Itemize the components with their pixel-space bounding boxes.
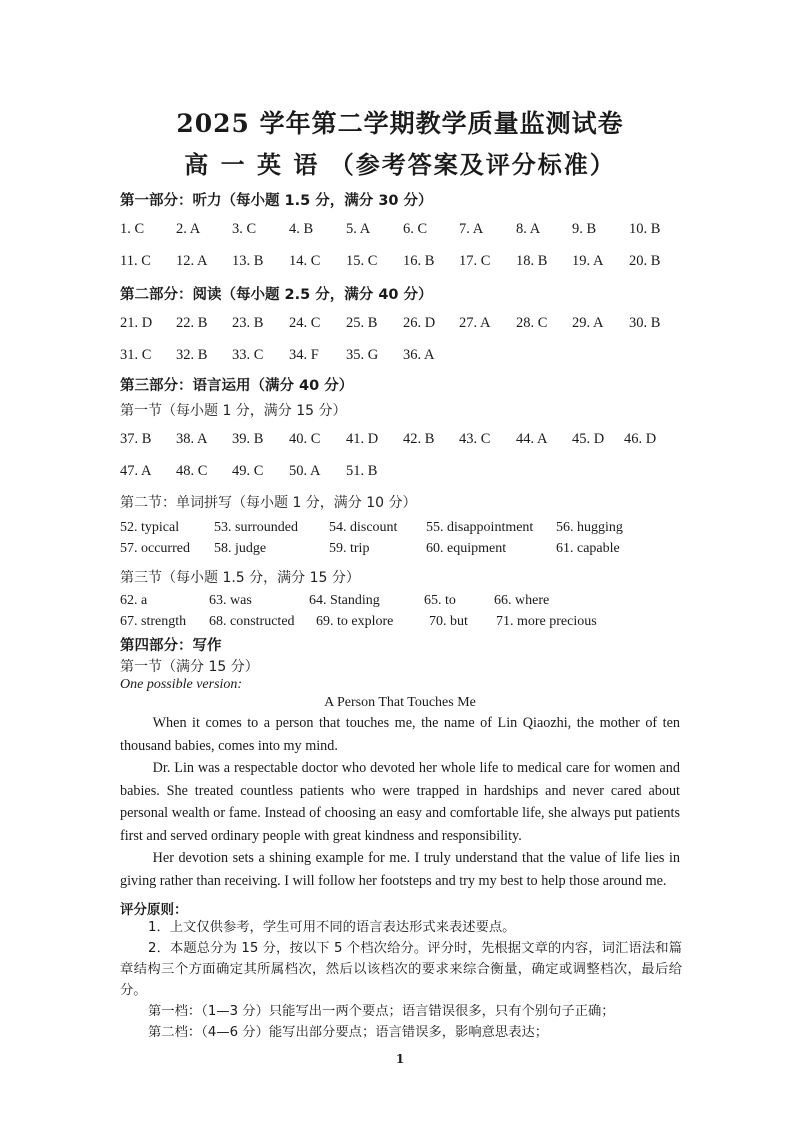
answer-item: 41. D xyxy=(346,431,379,447)
answer-item: 23. B xyxy=(232,315,264,331)
answer-item: 26. D xyxy=(403,315,436,331)
answer-item: 62. a xyxy=(120,593,148,608)
essay-paragraph: When it comes to a person that touches me, the name of Lin Qiaozhi, the mother of ten thousand babies, comes into my mind. xyxy=(120,715,680,754)
page-number: 1 xyxy=(395,1052,405,1066)
answer-item: 17. C xyxy=(459,253,491,269)
answer-item: 70. but xyxy=(429,614,468,629)
answer-item: 66. where xyxy=(494,593,550,608)
answer-item: 49. C xyxy=(232,463,264,479)
part4-section1-heading: 第一节（满分 15 分） xyxy=(120,659,259,675)
part2-heading: 第二部分：阅读（每小题 2.5 分，满分 40 分） xyxy=(120,287,433,303)
answer-item: 5. A xyxy=(346,221,371,237)
answer-item: 35. G xyxy=(346,347,379,363)
answer-item: 34. F xyxy=(289,347,319,363)
part4-heading: 第四部分：写作 xyxy=(120,638,222,654)
answer-item: 59. trip xyxy=(329,541,370,556)
answer-item: 31. C xyxy=(120,347,152,363)
answer-item: 57. occurred xyxy=(120,541,190,556)
answer-item: 60. equipment xyxy=(426,541,507,556)
answer-item: 8. A xyxy=(516,221,541,237)
answer-item: 19. A xyxy=(572,253,604,269)
answer-item: 39. B xyxy=(232,431,264,447)
scoring-rules-heading: 评分原则： xyxy=(120,902,188,918)
answer-item: 14. C xyxy=(289,253,321,269)
answer-item: 38. A xyxy=(176,431,208,447)
answer-item: 22. B xyxy=(176,315,208,331)
answer-item: 48. C xyxy=(176,463,208,479)
document-subtitle: 高 一 英 语 （参考答案及评分标准） xyxy=(184,150,616,179)
answer-item: 44. A xyxy=(516,431,548,447)
answer-item: 13. B xyxy=(232,253,264,269)
answer-item: 28. C xyxy=(516,315,548,331)
answer-item: 4. B xyxy=(289,221,314,237)
answer-item: 65. to xyxy=(424,593,456,608)
answer-item: 30. B xyxy=(629,315,661,331)
answer-item: 1. C xyxy=(120,221,145,237)
answer-item: 56. hugging xyxy=(556,520,623,535)
answer-item: 15. C xyxy=(346,253,378,269)
answer-item: 61. capable xyxy=(556,541,620,556)
answer-item: 33. C xyxy=(232,347,264,363)
answer-item: 67. strength xyxy=(120,614,187,629)
answer-item: 43. C xyxy=(459,431,491,447)
answer-item: 40. C xyxy=(289,431,321,447)
answer-item: 63. was xyxy=(209,593,252,608)
answer-item: 12. A xyxy=(176,253,208,269)
answer-item: 20. B xyxy=(629,253,661,269)
answer-item: 27. A xyxy=(459,315,491,331)
answer-item: 69. to explore xyxy=(316,614,394,629)
part3-section3-heading: 第三节（每小题 1.5 分，满分 15 分） xyxy=(120,570,360,586)
answer-item: 9. B xyxy=(572,221,597,237)
answer-item: 37. B xyxy=(120,431,152,447)
answer-item: 45. D xyxy=(572,431,605,447)
part3-section1-heading: 第一节（每小题 1 分，满分 15 分） xyxy=(120,403,347,419)
answer-item: 18. B xyxy=(516,253,548,269)
scoring-level: 第一档：（1—3 分）只能写出一两个要点；语言错误很多，只有个别句子正确； xyxy=(148,1004,615,1019)
scoring-rule: 1．上文仅供参考，学生可用不同的语言表达形式来表述要点。 xyxy=(148,920,516,935)
answer-item: 52. typical xyxy=(120,520,180,535)
answer-item: 47. A xyxy=(120,463,152,479)
answer-item: 16. B xyxy=(403,253,435,269)
answer-item: 36. A xyxy=(403,347,435,363)
answer-item: 21. D xyxy=(120,315,153,331)
answer-item: 3. C xyxy=(232,221,257,237)
answer-item: 53. surrounded xyxy=(214,520,298,535)
essay-title: A Person That Touches Me xyxy=(324,695,476,710)
answer-item: 24. C xyxy=(289,315,321,331)
answer-item: 64. Standing xyxy=(309,593,380,608)
answer-item: 7. A xyxy=(459,221,484,237)
answer-item: 32. B xyxy=(176,347,208,363)
answer-item: 68. constructed xyxy=(209,614,295,629)
answer-item: 25. B xyxy=(346,315,378,331)
part1-heading: 第一部分：听力（每小题 1.5 分，满分 30 分） xyxy=(120,193,433,209)
essay-paragraph: Dr. Lin was a respectable doctor who devoted her whole life to medical care for women and babies. She treated countless patients who were trapped in hardships and never cared about personal wealth or fame. Instead of choosing an easy and comfortable life, she always put patients first and served ordinary people with great kindness and responsibility. xyxy=(120,760,680,844)
answer-item: 51. B xyxy=(346,463,378,479)
answer-item: 10. B xyxy=(629,221,661,237)
answer-item: 42. B xyxy=(403,431,435,447)
sample-version-label: One possible version: xyxy=(120,677,243,692)
scoring-level: 第二档：（4—6 分）能写出部分要点；语言错误多，影响意思表达； xyxy=(148,1025,549,1040)
answer-item: 54. discount xyxy=(329,520,398,535)
answer-item: 11. C xyxy=(120,253,151,269)
essay-body xyxy=(120,712,680,892)
essay-paragraph: Her devotion sets a shining example for me. I truly understand that the value of life lies in giving rather than receiving. I will follow her footsteps and try my best to help those around me. xyxy=(120,850,680,889)
answer-item: 50. A xyxy=(289,463,321,479)
part3-heading: 第三部分：语言运用（满分 40 分） xyxy=(120,378,354,394)
answer-item: 6. C xyxy=(403,221,428,237)
answer-item: 46. D xyxy=(624,431,657,447)
answer-item: 2. A xyxy=(176,221,201,237)
answer-item: 58. judge xyxy=(214,541,267,556)
scoring-rules xyxy=(120,917,682,1043)
answer-item: 55. disappointment xyxy=(426,520,534,535)
document-title: 2025 学年第二学期教学质量监测试卷 xyxy=(176,109,624,138)
scoring-rule: 2．本题总分为 15 分，按以下 5 个档次给分。评分时，先根据文章的内容，词汇语法和篇章结构三个方面确定其所属档次，然后以该档次的要求来综合衡量，确定或调整档次，最后给分。 xyxy=(120,941,682,998)
part3-section2-heading: 第二节：单词拼写（每小题 1 分，满分 10 分） xyxy=(120,495,417,511)
answer-item: 29. A xyxy=(572,315,604,331)
answer-item: 71. more precious xyxy=(496,614,597,629)
